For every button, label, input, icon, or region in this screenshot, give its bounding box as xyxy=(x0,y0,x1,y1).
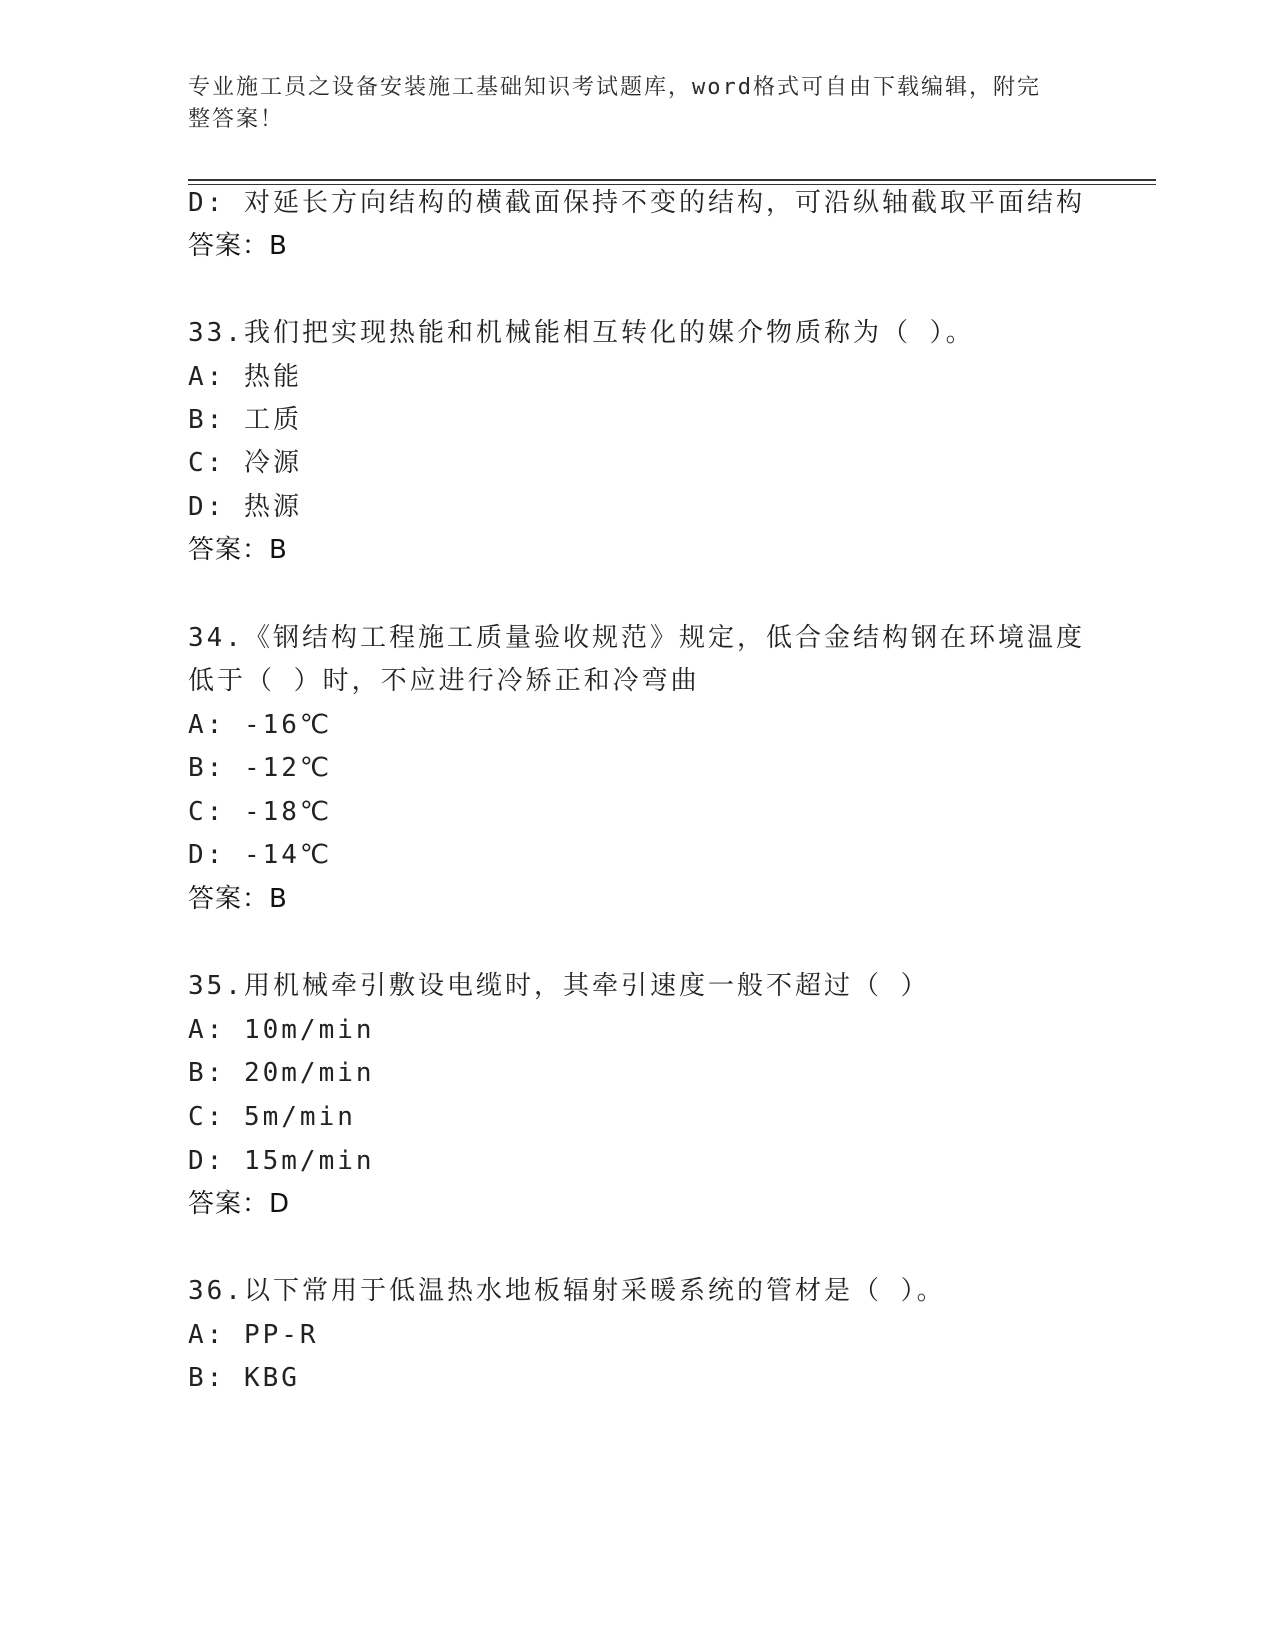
q34-option-c: C: -18℃ xyxy=(188,797,333,827)
q34-answer: 答案：B xyxy=(188,884,288,914)
q35-question: 35.用机械牵引敷设电缆时，其牵引速度一般不超过（ ） xyxy=(188,971,930,1001)
q34-question-line-1: 34.《钢结构工程施工质量验收规范》规定，低合金结构钢在环境温度 xyxy=(188,623,1085,653)
q33-answer: 答案：B xyxy=(188,535,288,565)
q33-option-b: B: 工质 xyxy=(188,405,302,435)
q34-question-line-2: 低于（ ）时，不应进行冷矫正和冷弯曲 xyxy=(188,666,700,696)
q36-question: 36.以下常用于低温热水地板辐射采暖系统的管材是（ ）。 xyxy=(188,1276,946,1306)
q33-option-d: D: 热源 xyxy=(188,492,302,522)
q32-option-d: D: 对延长方向结构的横截面保持不变的结构，可沿纵轴截取平面结构 xyxy=(188,188,1085,218)
q33-option-a: A: 热能 xyxy=(188,362,302,392)
q36-option-a: A: PP-R xyxy=(188,1320,319,1350)
q35-option-d: D: 15m/min xyxy=(188,1146,375,1176)
q35-option-b: B: 20m/min xyxy=(188,1058,375,1088)
q34-option-a: A: -16℃ xyxy=(188,710,333,740)
document-header xyxy=(188,72,1068,136)
q34-option-d: D: -14℃ xyxy=(188,840,333,870)
q32-answer: 答案：B xyxy=(188,231,288,261)
q36-option-b: B: KBG xyxy=(188,1363,300,1393)
header-divider-thick xyxy=(188,179,1156,181)
q33-option-c: C: 冷源 xyxy=(188,448,302,478)
q33-question: 33.我们把实现热能和机械能相互转化的媒介物质称为（ ）。 xyxy=(188,318,975,348)
header-line-2: 整答案！ xyxy=(188,107,285,132)
header-line-1: 专业施工员之设备安装施工基础知识考试题库，word格式可自由下载编辑，附完 xyxy=(188,75,1041,100)
q35-answer: 答案：D xyxy=(188,1189,291,1219)
header-divider-thin xyxy=(188,184,1156,185)
q35-option-c: C: 5m/min xyxy=(188,1102,356,1132)
q35-option-a: A: 10m/min xyxy=(188,1015,375,1045)
q34-option-b: B: -12℃ xyxy=(188,753,333,783)
